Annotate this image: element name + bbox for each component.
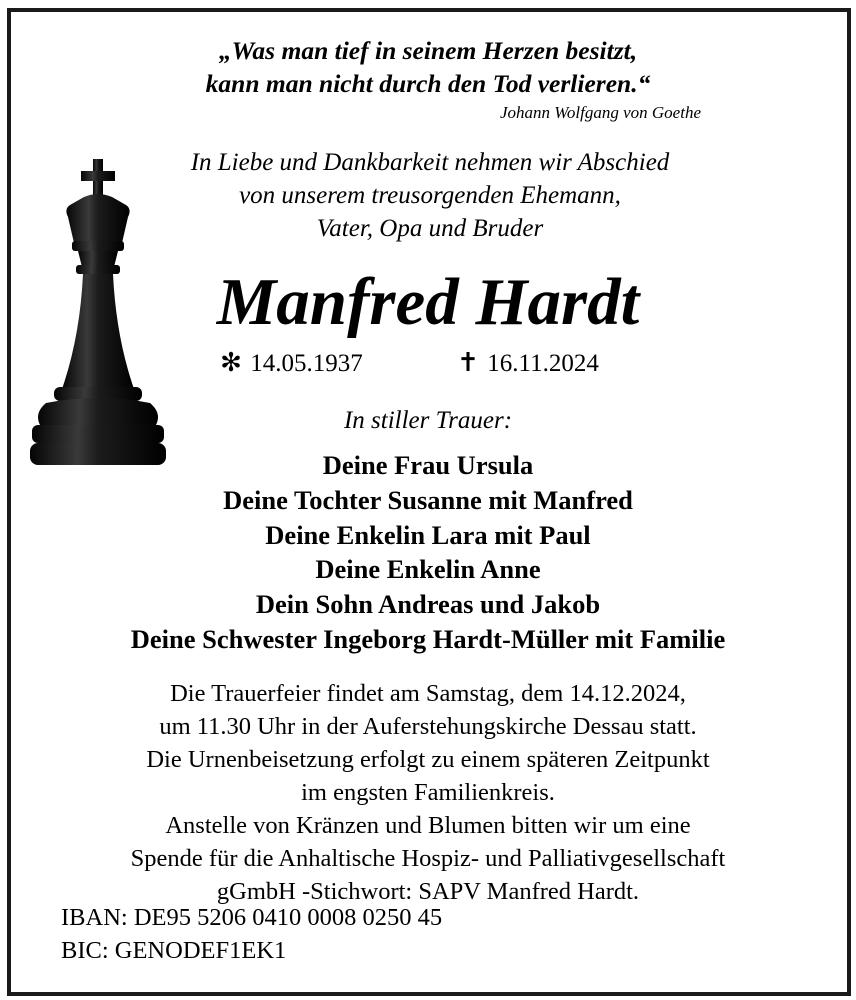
quote-line-1: „Was man tief in seinem Herzen besitzt, bbox=[218, 36, 638, 65]
mourner-line: Deine Enkelin Lara mit Paul bbox=[265, 519, 591, 550]
farewell-intro bbox=[100, 146, 760, 245]
death-date: 16.11.2024 bbox=[487, 350, 599, 377]
notice-line: Anstelle von Kränzen und Blumen bitten wir um eine bbox=[165, 812, 691, 839]
birth-date: 14.05.1937 bbox=[250, 350, 363, 377]
death-date-group bbox=[455, 347, 599, 380]
notice-line: um 11.30 Uhr in der Auferstehungskirche Dessau statt. bbox=[159, 713, 697, 740]
bic: BIC: GENODEF1EK1 bbox=[61, 937, 287, 964]
death-cross-icon: ✝ bbox=[457, 348, 479, 377]
intro-line-3: Vater, Opa und Bruder bbox=[316, 215, 544, 242]
birth-star-icon: ✻ bbox=[220, 348, 242, 377]
funeral-notice bbox=[0, 677, 856, 908]
notice-line: Spende für die Anhaltische Hospiz- und Palliativgesellschaft bbox=[130, 845, 726, 872]
notice-line: Die Trauerfeier findet am Samstag, dem 14.12.2024, bbox=[170, 680, 686, 707]
bank-details bbox=[61, 901, 442, 967]
deceased-name: Manfred Hardt bbox=[216, 265, 640, 339]
iban: IBAN: DE95 5206 0410 0008 0250 45 bbox=[61, 904, 443, 931]
mourner-line: Deine Tochter Susanne mit Manfred bbox=[223, 484, 633, 515]
quote-line-2: kann man nicht durch den Tod verlieren.“ bbox=[205, 69, 651, 98]
mourner-line: Deine Frau Ursula bbox=[322, 450, 534, 480]
mourners-list bbox=[0, 448, 856, 657]
mourner-line: Deine Enkelin Anne bbox=[315, 554, 541, 585]
mourner-line: Dein Sohn Andreas und Jakob bbox=[255, 589, 601, 620]
mourning-heading: In stiller Trauer: bbox=[343, 407, 513, 434]
quote bbox=[0, 34, 856, 100]
intro-line-2: von unserem treusorgenden Ehemann, bbox=[239, 182, 621, 209]
notice-line: gGmbH -Stichwort: SAPV Manfred Hardt. bbox=[216, 878, 640, 905]
notice-line: Die Urnenbeisetzung erfolgt zu einem späteren Zeitpunkt bbox=[146, 746, 710, 773]
mourner-line: Deine Schwester Ingeborg Hardt-Müller mit Familie bbox=[130, 623, 726, 654]
quote-author: Johann Wolfgang von Goethe bbox=[500, 103, 701, 122]
intro-line-1: In Liebe und Dankbarkeit nehmen wir Abschied bbox=[190, 149, 670, 176]
notice-line: im engsten Familienkreis. bbox=[301, 779, 555, 806]
birth-date-group bbox=[218, 347, 363, 380]
